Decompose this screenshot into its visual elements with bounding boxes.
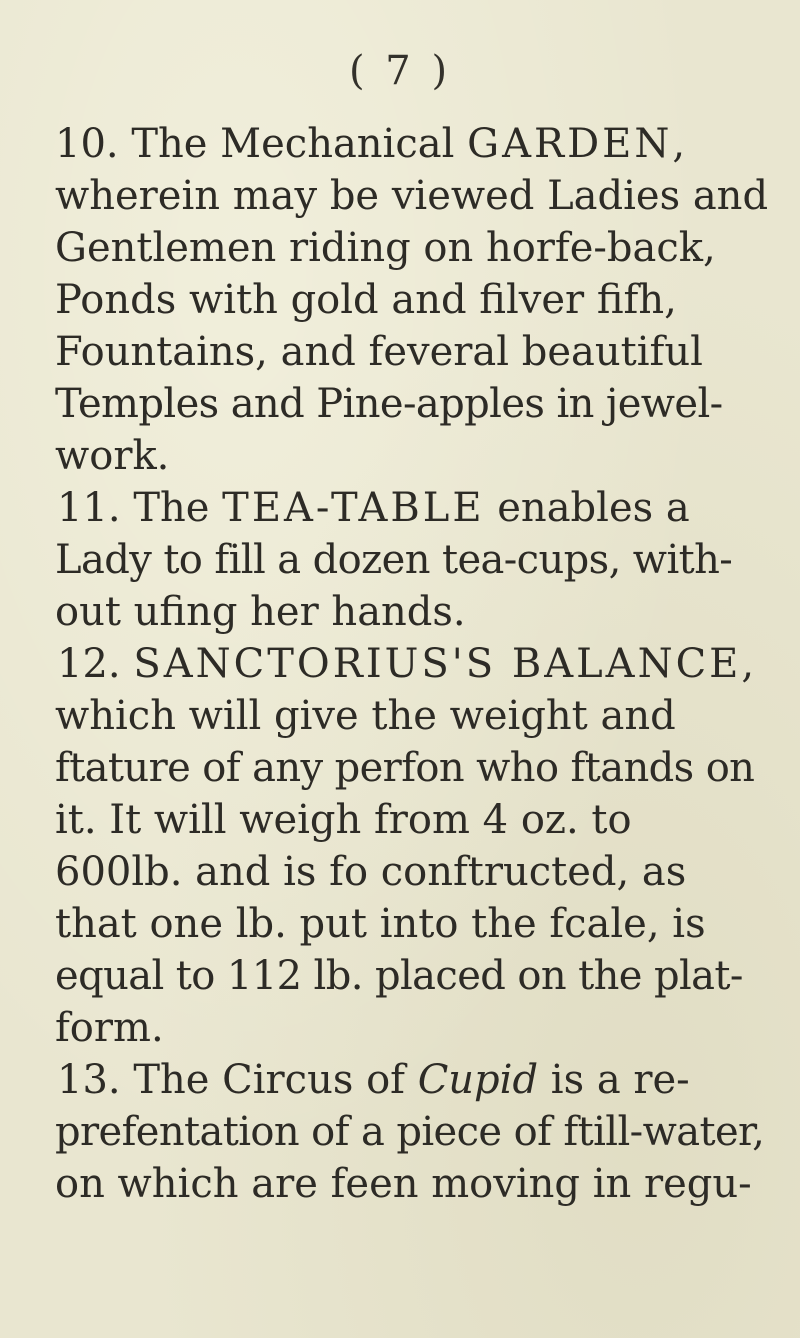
text-line [55, 378, 755, 430]
italic-name: Cupid [417, 1057, 539, 1103]
text-line [55, 690, 755, 742]
text-line [55, 794, 755, 846]
entry-number-text: 11. The [57, 485, 223, 531]
punctuation: , [672, 121, 686, 167]
text-line [55, 1002, 755, 1054]
line-text: that one lb. put into the fcale, is [55, 901, 706, 947]
text-line [55, 742, 755, 794]
text-line [55, 118, 755, 170]
line-text: on which are feen moving in regu- [55, 1161, 752, 1207]
entry-number-text: 13. The Circus of [57, 1057, 418, 1103]
text-line [55, 170, 769, 222]
page-body-text [55, 118, 769, 1210]
line-text: Fountains, and feveral beautiful [55, 329, 703, 375]
text-line [55, 846, 755, 898]
text-line [55, 950, 755, 1002]
text-line [55, 1158, 755, 1210]
text-line [55, 534, 755, 586]
line-text: Gentlemen riding on horfe-back, [55, 225, 716, 271]
line-text: Temples and Pine-apples in jewel- [55, 381, 723, 427]
line-text: Ponds with gold and filver fifh, [55, 277, 677, 323]
text-line [55, 274, 755, 326]
line-text: wherein may be viewed Ladies and [55, 173, 769, 219]
line-text: which will give the weight and [55, 693, 676, 739]
line-text: ftature of any perfon who ftands on [55, 745, 755, 791]
line-text: enables a [484, 485, 690, 531]
text-line [55, 1054, 755, 1106]
line-text: prefentation of a piece of ftill-water, [55, 1109, 765, 1155]
small-caps-title: SANCTORIUS'S BALANCE [133, 641, 742, 687]
line-text: is a re- [538, 1057, 690, 1103]
line-text: work. [55, 433, 170, 479]
text-line [55, 898, 755, 950]
text-line [55, 638, 755, 690]
line-text: 600lb. and is fo conftructed, as [55, 849, 687, 895]
line-text: out ufing her hands. [55, 589, 466, 635]
line-text: equal to 112 lb. placed on the plat- [55, 953, 743, 999]
text-line [55, 222, 755, 274]
line-text: it. It will weigh from 4 oz. to [55, 797, 632, 843]
text-line [55, 326, 755, 378]
small-caps-title: GARDEN [467, 121, 673, 167]
text-line [55, 482, 755, 534]
line-text: Lady to fill a dozen tea-cups, with- [55, 537, 733, 583]
punctuation: , [741, 641, 755, 687]
page-number-header: ( 7 ) [348, 48, 452, 94]
text-line [55, 586, 755, 638]
entry-number-text: 10. The Mechanical [55, 121, 468, 167]
text-line [55, 430, 755, 482]
text-line [55, 1106, 765, 1158]
entry-number-text: 12. [57, 641, 134, 687]
small-caps-title: TEA-TABLE [222, 485, 485, 531]
line-text: form. [55, 1005, 164, 1051]
